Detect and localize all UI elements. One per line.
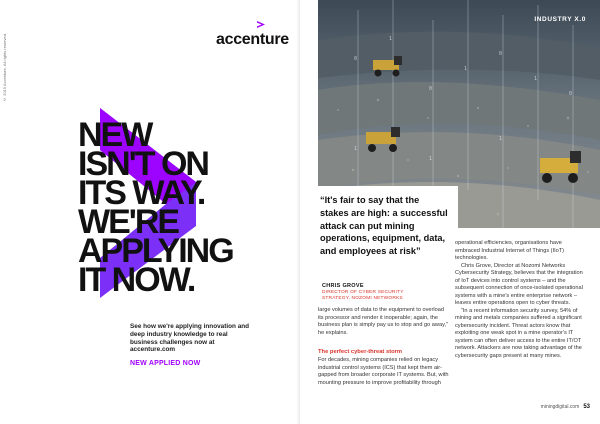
svg-text:0: 0	[499, 51, 503, 57]
page-folio	[541, 404, 590, 410]
cta-text: See how we're applying innovation and deep industry knowledge to real business challenges now at	[130, 323, 250, 346]
subheading: The perfect cyber-threat storm	[318, 349, 403, 355]
right-page-article	[300, 0, 600, 424]
svg-text:1: 1	[354, 146, 358, 152]
cta-link[interactable]: accenture.com	[130, 346, 176, 354]
section-kicker: INDUSTRY X.0	[534, 16, 586, 23]
headline-line: APPLYING	[78, 232, 233, 270]
copyright-notice: © 2019 Accenture. All rights reserved.	[2, 32, 7, 102]
headline	[78, 116, 233, 299]
quote-attribution-title: DIRECTOR OF CYBER SECURITY STRATEGY, NOZOMI NETWORKS	[322, 290, 404, 301]
accenture-chevron-icon	[256, 20, 266, 30]
paragraph: operational efficiencies, organisations have embraced Industrial Internet of Things (IIoT) technologies.	[455, 240, 565, 261]
svg-text:0: 0	[429, 86, 433, 92]
headline-line: ISN'T ON	[78, 145, 208, 183]
tagline: NEW APPLIED NOW	[130, 360, 201, 367]
folio-website: miningdigital.com	[540, 404, 580, 410]
page-number: 53	[583, 404, 590, 410]
accenture-logo: accenture	[216, 31, 289, 48]
svg-text:0: 0	[569, 91, 573, 97]
body-column-left-bottom	[318, 357, 450, 387]
paragraph: For decades, mining companies relied on legacy industrial control systems (ICS) that kept them air-gapped from broader corporate IT systems. But, with mounting pressure to improve profitability through	[318, 357, 449, 386]
headline-line: WE'RE	[78, 203, 179, 241]
paragraph: Chris Grove, Director at Nozomi Networks Cybersecurity Strategy, believes that the integration of IoT devices into control systems – and the subsequent connection of once-isolated operational systems with a mine's entire enterprise network – leaves entire operations open to cyber threats.	[455, 262, 583, 306]
pull-quote: “It's fair to say that the stakes are high: a successful attack can put mining operations, equipment, data, and employees at risk”	[320, 195, 448, 257]
headline-line: ITS WAY.	[78, 174, 205, 212]
paragraph: large volumes of data to the equipment to overload its processor and render it inoperable; again, the business plan is simply pay us to stop and go away," he explains.	[318, 307, 448, 336]
svg-text:0: 0	[354, 56, 358, 62]
call-to-action	[130, 323, 250, 354]
headline-line: NEW	[78, 116, 152, 154]
svg-text:1: 1	[429, 156, 433, 162]
svg-text:1: 1	[389, 36, 393, 42]
body-column-left-top	[318, 307, 450, 337]
svg-text:1: 1	[499, 136, 503, 142]
svg-text:1: 1	[534, 76, 538, 82]
body-column-right	[455, 240, 585, 360]
quote-attribution-name: CHRIS GROVE	[322, 283, 364, 289]
svg-text:1: 1	[464, 66, 468, 72]
headline-line: IT NOW.	[78, 261, 195, 299]
paragraph: “In a recent information security survey, 54% of mining and metals companies suffered a significant cybersecurity incident. Threat actors know that exploiting one weak spot in a mine operator's IT system can often deliver access to the entire IT/OT network. Attackers are now taking advantage of the cybersecurity gaps present at many mines.	[455, 307, 582, 359]
